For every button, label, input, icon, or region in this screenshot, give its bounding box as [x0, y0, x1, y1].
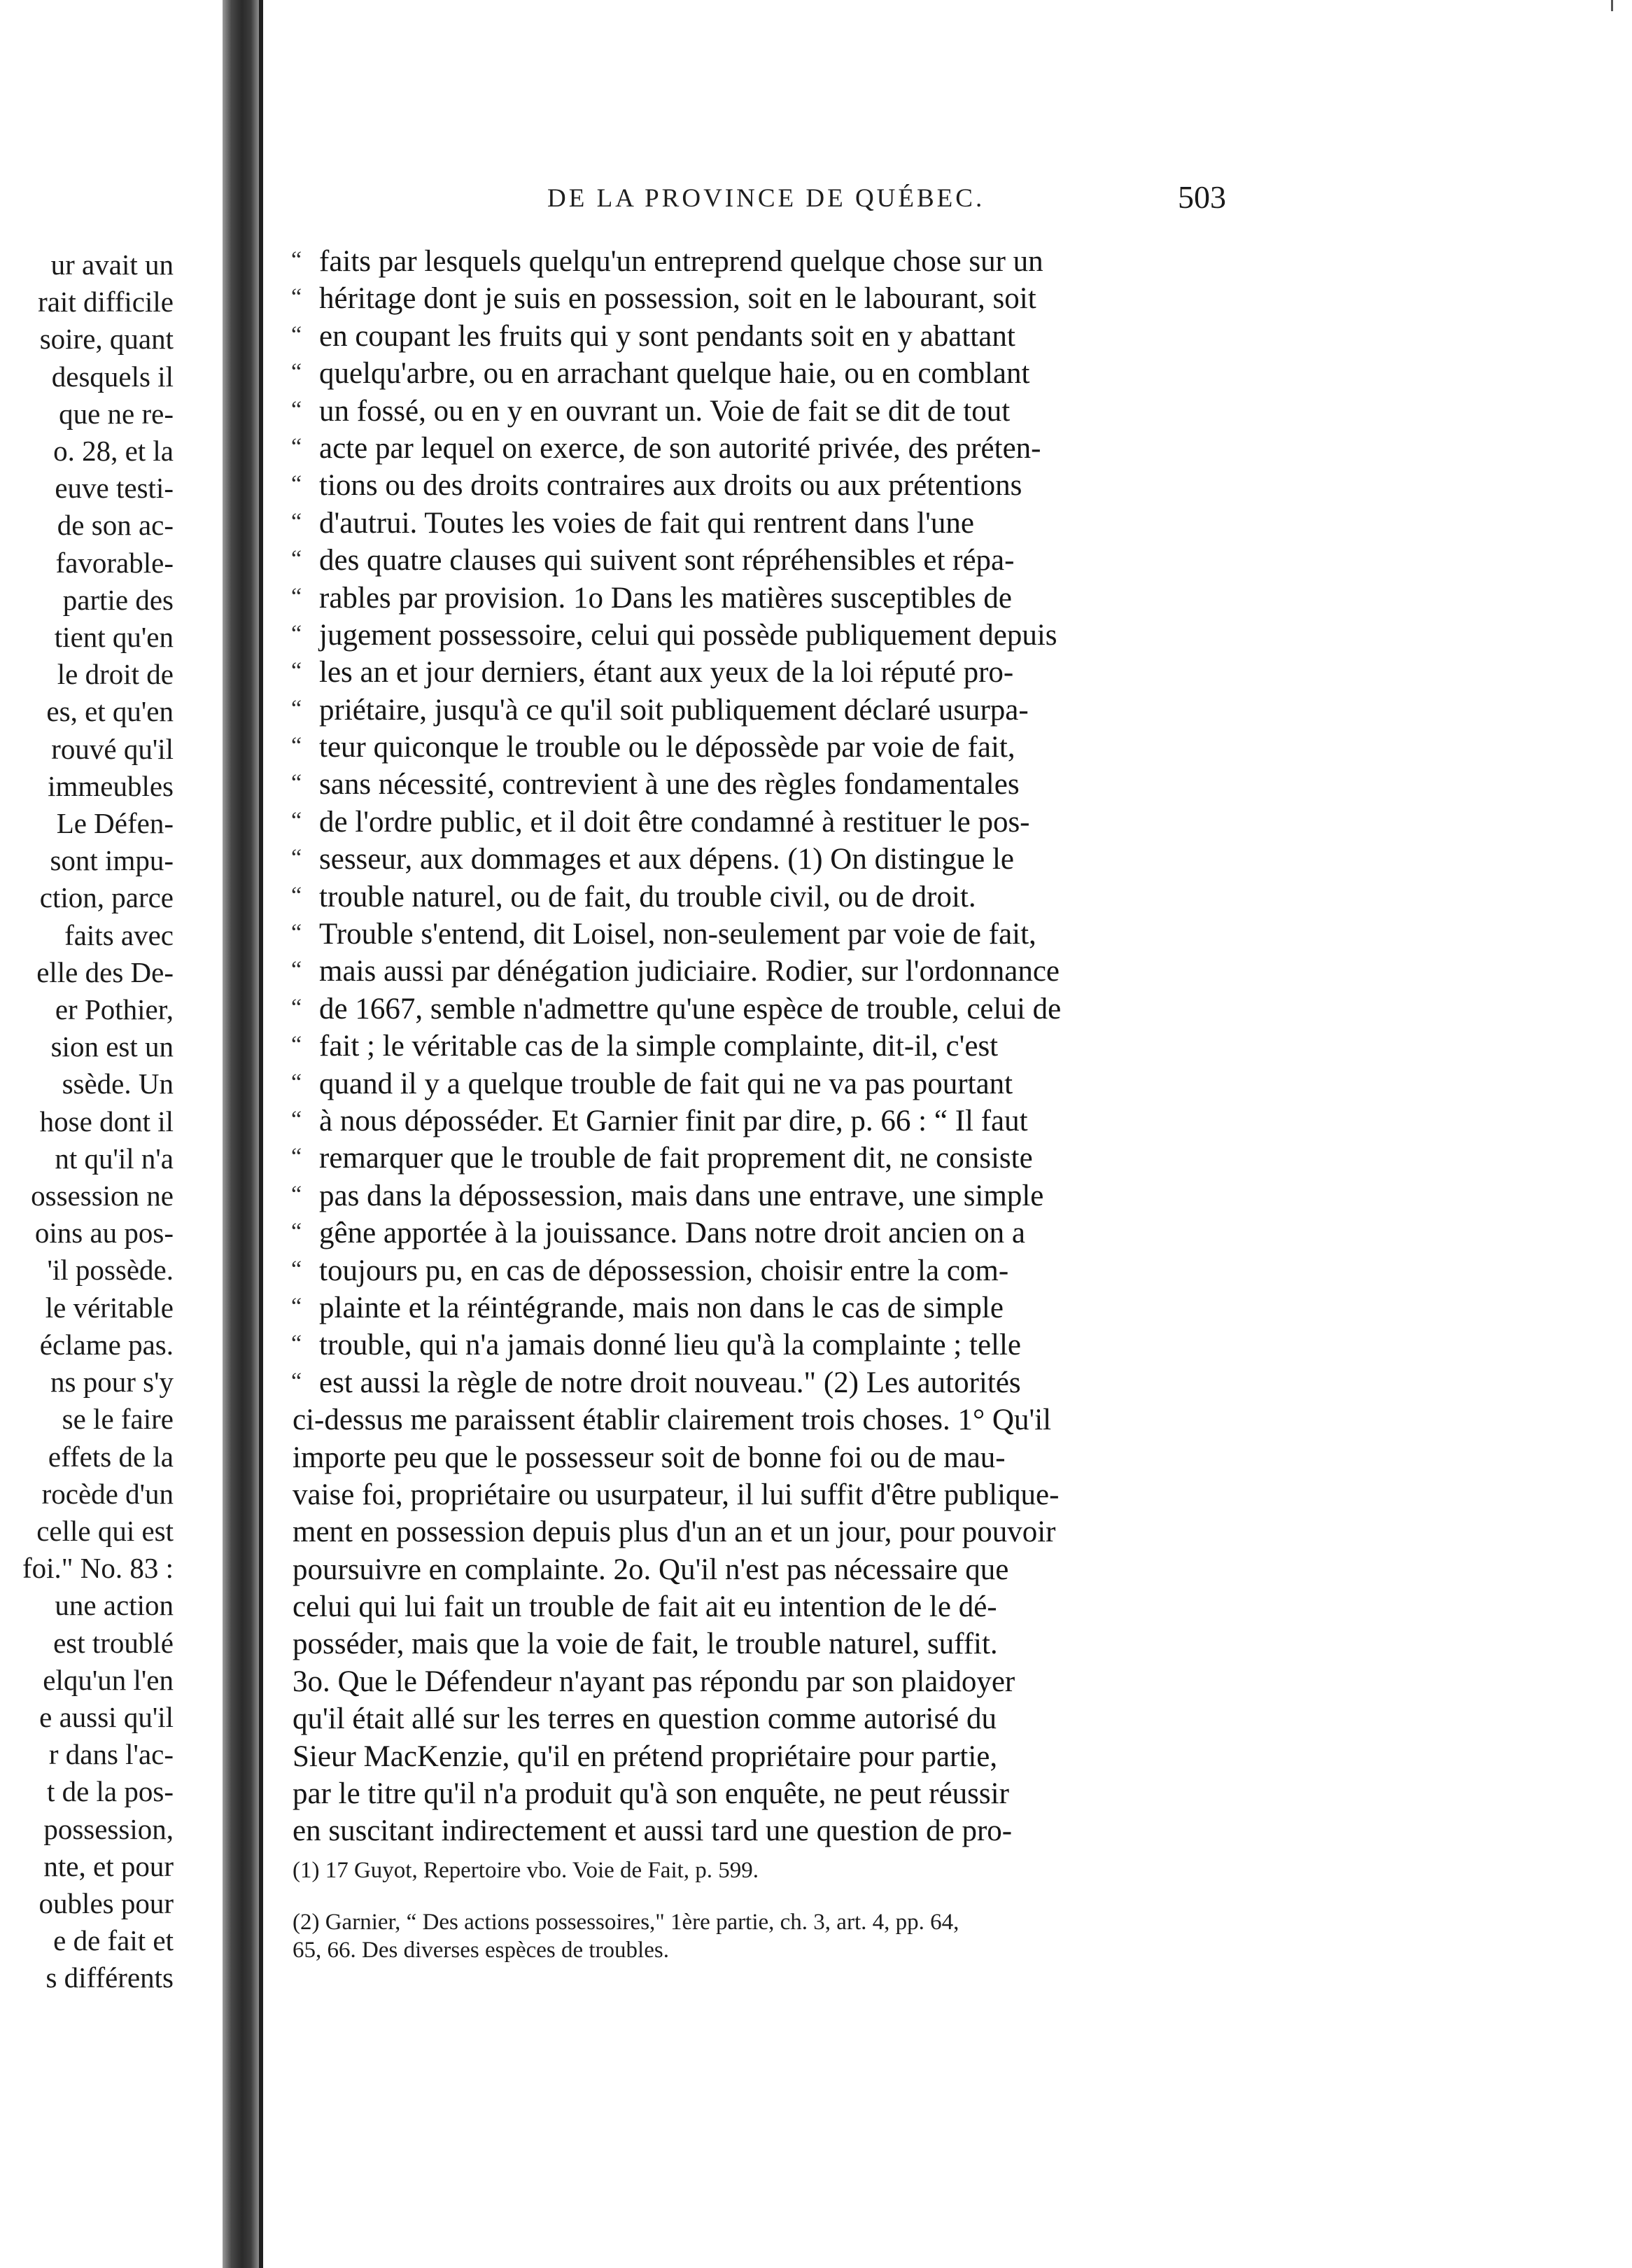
line-text: de 1667, semble n'admettre qu'une espèce de trouble, celui de	[319, 992, 1062, 1026]
left-line: effets de la	[48, 1440, 174, 1473]
left-line: partie des	[62, 583, 174, 616]
text-line	[293, 280, 1258, 317]
line-text: acte par lequel on exerce, de son autorité privée, des préten-	[319, 431, 1041, 465]
left-line: s différents	[45, 1961, 174, 1994]
left-line: ction, parce	[39, 881, 174, 914]
text-line	[293, 1588, 1258, 1625]
quote-mark: “	[291, 658, 302, 685]
text-line	[293, 393, 1258, 430]
quote-mark: “	[291, 284, 302, 311]
left-line: le droit de	[57, 658, 174, 691]
left-line: 'il possède.	[47, 1254, 174, 1287]
line-text: qu'il était allé sur les terres en question comme autorisé du	[293, 1702, 997, 1736]
line-text: posséder, mais que la voie de fait, le trouble naturel, suffit.	[293, 1628, 998, 1661]
left-line: celle qui est	[36, 1514, 174, 1547]
text-line	[293, 1326, 1258, 1364]
text-line	[293, 1102, 1258, 1140]
line-text: celui qui lui fait un trouble de fait ait eu intention de le dé-	[293, 1590, 997, 1624]
text-line	[293, 1177, 1258, 1214]
line-text: quelqu'arbre, ou en arrachant quelque haie, ou en comblant	[319, 357, 1030, 391]
line-text: en suscitant indirectement et aussi tard une question de pro-	[293, 1814, 1013, 1848]
line-text: ci-dessus me paraissent établir clairement trois choses. 1° Qu'il	[293, 1404, 1052, 1437]
text-line	[293, 990, 1258, 1028]
text-line	[293, 1663, 1258, 1700]
left-page-fragment	[0, 0, 223, 2268]
left-line: rouvé qu'il	[51, 732, 174, 765]
line-text: priétaire, jusqu'à ce qu'il soit publiquement déclaré usurpa-	[319, 693, 1029, 727]
quote-mark: “	[291, 957, 302, 983]
footnote-2-line-2: 65, 66. Des diverses espèces de troubles.	[293, 1938, 669, 1963]
text-line	[293, 1252, 1258, 1289]
left-line: e de fait et	[53, 1924, 174, 1957]
line-text: Trouble s'entend, dit Loisel, non-seulement par voie de fait,	[319, 918, 1036, 951]
text-line	[293, 355, 1258, 392]
left-line: hose dont il	[39, 1105, 174, 1138]
left-line: elqu'un l'en	[43, 1663, 174, 1696]
line-text: en coupant les fruits qui y sont pendants soit en y abattant	[319, 319, 1015, 353]
line-text: de l'ordre public, et il doit être condamné à restituer le pos-	[319, 805, 1030, 839]
quote-mark: “	[291, 1331, 302, 1357]
left-line: de son ac-	[57, 509, 174, 542]
left-line: rait difficile	[38, 286, 174, 318]
quote-mark: “	[291, 845, 302, 872]
text-line	[293, 243, 1258, 280]
left-line: est troublé	[53, 1626, 174, 1659]
quote-mark: “	[291, 1256, 302, 1282]
left-line: rocède d'un	[41, 1477, 174, 1510]
line-text: quand il y a quelque trouble de fait qui ne va pas pourtant	[319, 1067, 1013, 1100]
line-text: par le titre qu'il n'a produit qu'à son enquête, ne peut réussir	[293, 1777, 1009, 1811]
text-line	[293, 1028, 1258, 1065]
line-text: toujours pu, en cas de dépossession, choisir entre la com-	[319, 1254, 1009, 1287]
running-head: DE LA PROVINCE DE QUÉBEC.	[547, 184, 985, 213]
text-line	[293, 916, 1258, 953]
text-line	[293, 1401, 1258, 1438]
text-line	[293, 692, 1258, 729]
left-line: r dans l'ac-	[48, 1738, 174, 1771]
text-line	[293, 1738, 1258, 1775]
quote-mark: “	[291, 1069, 302, 1096]
text-line	[293, 1513, 1258, 1550]
left-line: ssède. Un	[62, 1068, 174, 1100]
quote-mark: “	[291, 321, 302, 348]
line-text: poursuivre en complainte. 2o. Qu'il n'est pas nécessaire que	[293, 1553, 1009, 1586]
left-line: faits avec	[64, 918, 174, 951]
left-line: euve testi-	[55, 472, 174, 505]
text-line	[293, 878, 1258, 916]
left-page-text	[0, 246, 174, 1997]
text-line	[293, 1364, 1258, 1401]
left-line: favorable-	[55, 546, 174, 579]
line-text: tions ou des droits contraires aux droits ou aux prétentions	[319, 469, 1022, 503]
quote-mark: “	[291, 733, 302, 760]
quote-mark: “	[291, 1219, 302, 1245]
quote-mark: “	[291, 807, 302, 834]
text-line	[293, 1551, 1258, 1588]
text-line	[293, 542, 1258, 579]
left-line: e aussi qu'il	[39, 1700, 174, 1733]
text-line	[293, 617, 1258, 654]
text-line	[293, 841, 1258, 878]
left-line: possession,	[43, 1812, 174, 1845]
footnote-1: (1) 17 Guyot, Repertoire vbo. Voie de Fait, p. 599.	[293, 1858, 759, 1883]
line-text: héritage dont je suis en possession, soit en le labourant, soit	[319, 282, 1036, 316]
text-line	[293, 1140, 1258, 1177]
quote-mark: “	[291, 1144, 302, 1170]
book-gutter	[223, 0, 263, 2268]
line-text: gêne apportée à la jouissance. Dans notre droit ancien on a	[319, 1217, 1025, 1250]
left-line: ur avait un	[50, 248, 174, 281]
line-text: mais aussi par dénégation judiciaire. Rodier, sur l'ordonnance	[319, 955, 1060, 988]
quote-mark: “	[291, 1368, 302, 1394]
left-line: er Pothier,	[55, 993, 174, 1026]
text-line	[293, 505, 1258, 542]
line-text: est aussi la règle de notre droit nouveau." (2) Les autorités	[319, 1366, 1021, 1399]
text-line	[293, 804, 1258, 841]
text-line	[293, 1214, 1258, 1252]
left-line: t de la pos-	[46, 1775, 174, 1808]
quote-mark: “	[291, 583, 302, 610]
text-line	[293, 729, 1258, 766]
quote-mark: “	[291, 1032, 302, 1058]
line-text: trouble naturel, ou de fait, du trouble civil, ou de droit.	[319, 880, 976, 913]
line-text: Sieur MacKenzie, qu'il en prétend propriétaire pour partie,	[293, 1740, 998, 1773]
quote-mark: “	[291, 1293, 302, 1320]
quote-mark: “	[291, 546, 302, 573]
line-text: remarquer que le trouble de fait proprement dit, ne consiste	[319, 1142, 1033, 1175]
left-line: nt qu'il n'a	[55, 1142, 174, 1175]
line-text: trouble, qui n'a jamais donné lieu qu'à la complainte ; telle	[319, 1329, 1022, 1362]
line-text: d'autrui. Toutes les voies de fait qui rentrent dans l'une	[319, 506, 974, 540]
scan-corner-mark	[1611, 0, 1613, 11]
quote-mark: “	[291, 695, 302, 722]
quote-mark: “	[291, 247, 302, 273]
line-text: à nous déposséder. Et Garnier finit par dire, p. 66 : “ Il faut	[319, 1104, 1028, 1138]
line-text: fait ; le véritable cas de la simple complainte, dit-il, c'est	[319, 1030, 999, 1063]
line-text: des quatre clauses qui suivent sont répréhensibles et répa-	[319, 544, 1015, 578]
line-text: importe peu que le possesseur soit de bonne foi ou de mau-	[293, 1441, 1006, 1474]
quote-mark: “	[291, 433, 302, 460]
quote-mark: “	[291, 359, 302, 386]
quote-mark: “	[291, 1106, 302, 1133]
quote-mark: “	[291, 471, 302, 498]
text-line	[293, 467, 1258, 504]
text-line	[293, 1700, 1258, 1737]
quote-mark: “	[291, 770, 302, 797]
line-text: pas dans la dépossession, mais dans une entrave, une simple	[319, 1179, 1044, 1212]
left-line: que ne re-	[59, 397, 174, 430]
left-line: le véritable	[45, 1291, 174, 1324]
quote-mark: “	[291, 994, 302, 1021]
left-line: sont impu-	[50, 844, 174, 877]
line-text: jugement possessoire, celui qui possède publiquement depuis	[319, 618, 1057, 652]
text-line	[293, 1476, 1258, 1513]
text-line	[293, 654, 1258, 691]
left-line: se le faire	[62, 1403, 174, 1436]
line-text: 3o. Que le Défendeur n'ayant pas répondu par son plaidoyer	[293, 1665, 1015, 1698]
line-text: faits par lesquels quelqu'un entreprend quelque chose sur un	[319, 245, 1043, 278]
text-line	[293, 766, 1258, 803]
line-text: un fossé, ou en y en ouvrant un. Voie de fait se dit de tout	[319, 394, 1011, 428]
body-text	[293, 243, 1258, 1850]
left-line: desquels il	[51, 360, 174, 393]
left-line: oins au pos-	[34, 1217, 174, 1250]
left-line: ossession ne	[31, 1180, 174, 1212]
left-line: immeubles	[48, 769, 174, 802]
line-text: les an et jour derniers, étant aux yeux de la loi réputé pro-	[319, 656, 1014, 690]
line-text: vaise foi, propriétaire ou usurpateur, il lui suffit d'être publique-	[293, 1478, 1060, 1511]
left-line: soire, quant	[39, 323, 174, 356]
left-line: sion est un	[50, 1030, 174, 1063]
line-text: plainte et la réintégrande, mais non dans le cas de simple	[319, 1291, 1004, 1324]
footnotes	[293, 1856, 1258, 1964]
quote-mark: “	[291, 508, 302, 535]
line-text: rables par provision. 1o Dans les matières susceptibles de	[319, 581, 1012, 615]
left-line: une action	[55, 1589, 174, 1622]
left-line: éclame pas.	[39, 1328, 174, 1361]
quote-mark: “	[291, 620, 302, 647]
left-line: ns pour s'y	[50, 1366, 174, 1399]
left-line: nte, et pour	[43, 1849, 174, 1882]
text-line	[293, 580, 1258, 617]
left-line: tient qu'en	[54, 621, 174, 654]
text-line	[293, 1812, 1258, 1849]
text-line	[293, 1065, 1258, 1102]
text-line	[293, 1289, 1258, 1326]
footnote-2-line-1: (2) Garnier, “ Des actions possessoires," 1ère partie, ch. 3, art. 4, pp. 64,	[293, 1910, 959, 1935]
line-text: ment en possession depuis plus d'un an et un jour, pour pouvoir	[293, 1516, 1056, 1549]
line-text: teur quiconque le trouble ou le dépossède par voie de fait,	[319, 731, 1015, 764]
line-text: sesseur, aux dommages et aux dépens. (1) On distingue le	[319, 843, 1015, 876]
left-line: o. 28, et la	[53, 435, 174, 468]
quote-mark: “	[291, 920, 302, 946]
quote-mark: “	[291, 882, 302, 909]
left-line: es, et qu'en	[46, 695, 174, 728]
left-line: elle des De-	[36, 955, 174, 988]
left-line: foi." No. 83 :	[22, 1552, 174, 1585]
line-text: sans nécessité, contrevient à une des règles fondamentales	[319, 768, 1020, 802]
left-line: Le Défen-	[56, 807, 174, 840]
text-line	[293, 1439, 1258, 1476]
text-line	[293, 430, 1258, 467]
text-line	[293, 318, 1258, 355]
text-line	[293, 1775, 1258, 1812]
quote-mark: “	[291, 1181, 302, 1208]
page-number: 503	[1178, 179, 1226, 215]
left-line: oubles pour	[38, 1886, 174, 1919]
text-line	[293, 1625, 1258, 1662]
text-line	[293, 953, 1258, 990]
quote-mark: “	[291, 396, 302, 423]
